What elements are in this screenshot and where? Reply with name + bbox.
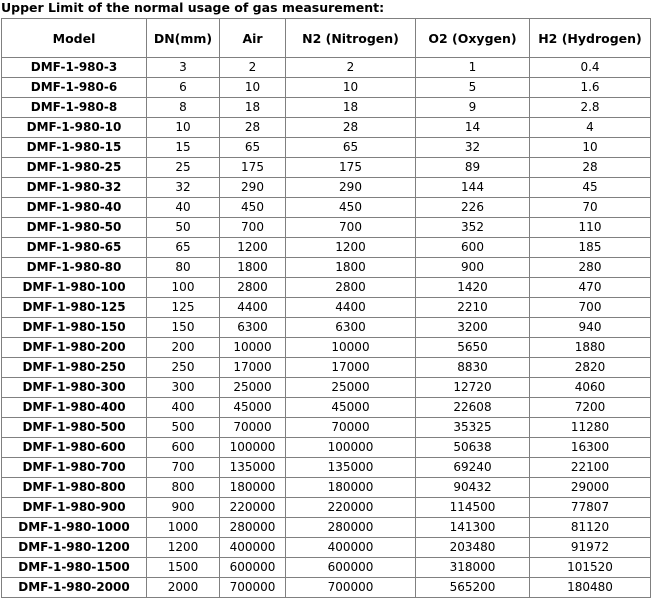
table-row — [2, 238, 651, 258]
hydrogen-cell: 940 — [530, 318, 651, 338]
model-cell: DMF-1-980-600 — [2, 438, 147, 458]
dn-cell: 10 — [147, 118, 220, 138]
air-cell: 290 — [220, 178, 286, 198]
oxygen-cell: 22608 — [416, 398, 530, 418]
air-cell: 135000 — [220, 458, 286, 478]
nitrogen-cell: 70000 — [286, 418, 416, 438]
oxygen-cell: 8830 — [416, 358, 530, 378]
oxygen-cell: 203480 — [416, 538, 530, 558]
model-cell: DMF-1-980-250 — [2, 358, 147, 378]
oxygen-cell: 1 — [416, 58, 530, 78]
hydrogen-cell: 81120 — [530, 518, 651, 538]
air-cell: 70000 — [220, 418, 286, 438]
nitrogen-cell: 1800 — [286, 258, 416, 278]
oxygen-cell: 144 — [416, 178, 530, 198]
nitrogen-cell: 25000 — [286, 378, 416, 398]
air-cell: 400000 — [220, 538, 286, 558]
model-cell: DMF-1-980-2000 — [2, 578, 147, 598]
model-cell: DMF-1-980-65 — [2, 238, 147, 258]
air-cell: 25000 — [220, 378, 286, 398]
oxygen-cell: 352 — [416, 218, 530, 238]
hydrogen-cell: 10 — [530, 138, 651, 158]
nitrogen-cell: 220000 — [286, 498, 416, 518]
header-nitrogen: N2 (Nitrogen) — [286, 19, 416, 58]
nitrogen-cell: 45000 — [286, 398, 416, 418]
dn-cell: 1200 — [147, 538, 220, 558]
hydrogen-cell: 4060 — [530, 378, 651, 398]
model-cell: DMF-1-980-8 — [2, 98, 147, 118]
hydrogen-cell: 180480 — [530, 578, 651, 598]
model-cell: DMF-1-980-15 — [2, 138, 147, 158]
dn-cell: 300 — [147, 378, 220, 398]
hydrogen-cell: 110 — [530, 218, 651, 238]
hydrogen-cell: 77807 — [530, 498, 651, 518]
hydrogen-cell: 700 — [530, 298, 651, 318]
header-model: Model — [2, 19, 147, 58]
nitrogen-cell: 280000 — [286, 518, 416, 538]
gas-limit-table — [1, 18, 651, 598]
dn-cell: 40 — [147, 198, 220, 218]
hydrogen-cell: 2.8 — [530, 98, 651, 118]
header-hydrogen: H2 (Hydrogen) — [530, 19, 651, 58]
model-cell: DMF-1-980-200 — [2, 338, 147, 358]
hydrogen-cell: 1.6 — [530, 78, 651, 98]
oxygen-cell: 600 — [416, 238, 530, 258]
hydrogen-cell: 45 — [530, 178, 651, 198]
table-row — [2, 378, 651, 398]
nitrogen-cell: 10 — [286, 78, 416, 98]
oxygen-cell: 318000 — [416, 558, 530, 578]
table-row — [2, 118, 651, 138]
oxygen-cell: 226 — [416, 198, 530, 218]
model-cell: DMF-1-980-300 — [2, 378, 147, 398]
hydrogen-cell: 185 — [530, 238, 651, 258]
model-cell: DMF-1-980-10 — [2, 118, 147, 138]
nitrogen-cell: 17000 — [286, 358, 416, 378]
nitrogen-cell: 2800 — [286, 278, 416, 298]
air-cell: 1800 — [220, 258, 286, 278]
oxygen-cell: 9 — [416, 98, 530, 118]
table-row — [2, 438, 651, 458]
dn-cell: 2000 — [147, 578, 220, 598]
table-row — [2, 298, 651, 318]
oxygen-cell: 565200 — [416, 578, 530, 598]
model-cell: DMF-1-980-1500 — [2, 558, 147, 578]
nitrogen-cell: 290 — [286, 178, 416, 198]
table-row — [2, 218, 651, 238]
air-cell: 175 — [220, 158, 286, 178]
model-cell: DMF-1-980-900 — [2, 498, 147, 518]
dn-cell: 900 — [147, 498, 220, 518]
oxygen-cell: 32 — [416, 138, 530, 158]
dn-cell: 400 — [147, 398, 220, 418]
air-cell: 280000 — [220, 518, 286, 538]
nitrogen-cell: 135000 — [286, 458, 416, 478]
hydrogen-cell: 1880 — [530, 338, 651, 358]
nitrogen-cell: 1200 — [286, 238, 416, 258]
hydrogen-cell: 470 — [530, 278, 651, 298]
model-cell: DMF-1-980-50 — [2, 218, 147, 238]
oxygen-cell: 3200 — [416, 318, 530, 338]
oxygen-cell: 2210 — [416, 298, 530, 318]
table-row — [2, 498, 651, 518]
hydrogen-cell: 22100 — [530, 458, 651, 478]
hydrogen-cell: 2820 — [530, 358, 651, 378]
model-cell: DMF-1-980-700 — [2, 458, 147, 478]
table-row — [2, 318, 651, 338]
dn-cell: 500 — [147, 418, 220, 438]
air-cell: 45000 — [220, 398, 286, 418]
model-cell: DMF-1-980-25 — [2, 158, 147, 178]
table-row — [2, 178, 651, 198]
dn-cell: 150 — [147, 318, 220, 338]
model-cell: DMF-1-980-100 — [2, 278, 147, 298]
air-cell: 17000 — [220, 358, 286, 378]
dn-cell: 100 — [147, 278, 220, 298]
air-cell: 700 — [220, 218, 286, 238]
air-cell: 2 — [220, 58, 286, 78]
nitrogen-cell: 600000 — [286, 558, 416, 578]
dn-cell: 15 — [147, 138, 220, 158]
dn-cell: 250 — [147, 358, 220, 378]
oxygen-cell: 900 — [416, 258, 530, 278]
nitrogen-cell: 4400 — [286, 298, 416, 318]
model-cell: DMF-1-980-80 — [2, 258, 147, 278]
dn-cell: 6 — [147, 78, 220, 98]
oxygen-cell: 5 — [416, 78, 530, 98]
header-oxygen: O2 (Oxygen) — [416, 19, 530, 58]
nitrogen-cell: 175 — [286, 158, 416, 178]
table-body — [2, 58, 651, 598]
air-cell: 220000 — [220, 498, 286, 518]
table-row — [2, 518, 651, 538]
model-cell: DMF-1-980-150 — [2, 318, 147, 338]
header-dn: DN(mm) — [147, 19, 220, 58]
oxygen-cell: 114500 — [416, 498, 530, 518]
air-cell: 4400 — [220, 298, 286, 318]
oxygen-cell: 89 — [416, 158, 530, 178]
table-row — [2, 278, 651, 298]
table-row — [2, 538, 651, 558]
hydrogen-cell: 29000 — [530, 478, 651, 498]
oxygen-cell: 69240 — [416, 458, 530, 478]
table-row — [2, 418, 651, 438]
nitrogen-cell: 400000 — [286, 538, 416, 558]
nitrogen-cell: 6300 — [286, 318, 416, 338]
hydrogen-cell: 70 — [530, 198, 651, 218]
dn-cell: 700 — [147, 458, 220, 478]
air-cell: 18 — [220, 98, 286, 118]
dn-cell: 25 — [147, 158, 220, 178]
dn-cell: 600 — [147, 438, 220, 458]
model-cell: DMF-1-980-800 — [2, 478, 147, 498]
header-air: Air — [220, 19, 286, 58]
air-cell: 10 — [220, 78, 286, 98]
air-cell: 6300 — [220, 318, 286, 338]
model-cell: DMF-1-980-6 — [2, 78, 147, 98]
hydrogen-cell: 16300 — [530, 438, 651, 458]
hydrogen-cell: 0.4 — [530, 58, 651, 78]
model-cell: DMF-1-980-40 — [2, 198, 147, 218]
hydrogen-cell: 28 — [530, 158, 651, 178]
table-row — [2, 338, 651, 358]
air-cell: 1200 — [220, 238, 286, 258]
hydrogen-cell: 101520 — [530, 558, 651, 578]
air-cell: 700000 — [220, 578, 286, 598]
air-cell: 450 — [220, 198, 286, 218]
oxygen-cell: 12720 — [416, 378, 530, 398]
air-cell: 100000 — [220, 438, 286, 458]
dn-cell: 50 — [147, 218, 220, 238]
nitrogen-cell: 65 — [286, 138, 416, 158]
nitrogen-cell: 18 — [286, 98, 416, 118]
oxygen-cell: 14 — [416, 118, 530, 138]
dn-cell: 80 — [147, 258, 220, 278]
oxygen-cell: 1420 — [416, 278, 530, 298]
table-row — [2, 358, 651, 378]
oxygen-cell: 5650 — [416, 338, 530, 358]
nitrogen-cell: 2 — [286, 58, 416, 78]
hydrogen-cell: 4 — [530, 118, 651, 138]
table-row — [2, 578, 651, 598]
table-row — [2, 138, 651, 158]
dn-cell: 65 — [147, 238, 220, 258]
hydrogen-cell: 7200 — [530, 398, 651, 418]
air-cell: 28 — [220, 118, 286, 138]
table-row — [2, 158, 651, 178]
dn-cell: 1000 — [147, 518, 220, 538]
air-cell: 180000 — [220, 478, 286, 498]
oxygen-cell: 90432 — [416, 478, 530, 498]
table-row — [2, 78, 651, 98]
nitrogen-cell: 700000 — [286, 578, 416, 598]
table-row — [2, 58, 651, 78]
model-cell: DMF-1-980-400 — [2, 398, 147, 418]
table-row — [2, 198, 651, 218]
dn-cell: 32 — [147, 178, 220, 198]
table-row — [2, 258, 651, 278]
nitrogen-cell: 700 — [286, 218, 416, 238]
air-cell: 600000 — [220, 558, 286, 578]
dn-cell: 1500 — [147, 558, 220, 578]
table-row — [2, 458, 651, 478]
table-caption: Upper Limit of the normal usage of gas measurement: — [1, 0, 385, 15]
model-cell: DMF-1-980-1200 — [2, 538, 147, 558]
table-row — [2, 478, 651, 498]
oxygen-cell: 50638 — [416, 438, 530, 458]
air-cell: 65 — [220, 138, 286, 158]
model-cell: DMF-1-980-125 — [2, 298, 147, 318]
model-cell: DMF-1-980-500 — [2, 418, 147, 438]
nitrogen-cell: 28 — [286, 118, 416, 138]
hydrogen-cell: 280 — [530, 258, 651, 278]
model-cell: DMF-1-980-1000 — [2, 518, 147, 538]
dn-cell: 3 — [147, 58, 220, 78]
table-row — [2, 398, 651, 418]
model-cell: DMF-1-980-3 — [2, 58, 147, 78]
nitrogen-cell: 10000 — [286, 338, 416, 358]
oxygen-cell: 35325 — [416, 418, 530, 438]
dn-cell: 200 — [147, 338, 220, 358]
model-cell: DMF-1-980-32 — [2, 178, 147, 198]
table-header-row — [2, 19, 651, 58]
table-row — [2, 558, 651, 578]
dn-cell: 800 — [147, 478, 220, 498]
hydrogen-cell: 11280 — [530, 418, 651, 438]
table-row — [2, 98, 651, 118]
hydrogen-cell: 91972 — [530, 538, 651, 558]
dn-cell: 8 — [147, 98, 220, 118]
nitrogen-cell: 450 — [286, 198, 416, 218]
nitrogen-cell: 100000 — [286, 438, 416, 458]
nitrogen-cell: 180000 — [286, 478, 416, 498]
dn-cell: 125 — [147, 298, 220, 318]
air-cell: 10000 — [220, 338, 286, 358]
air-cell: 2800 — [220, 278, 286, 298]
oxygen-cell: 141300 — [416, 518, 530, 538]
